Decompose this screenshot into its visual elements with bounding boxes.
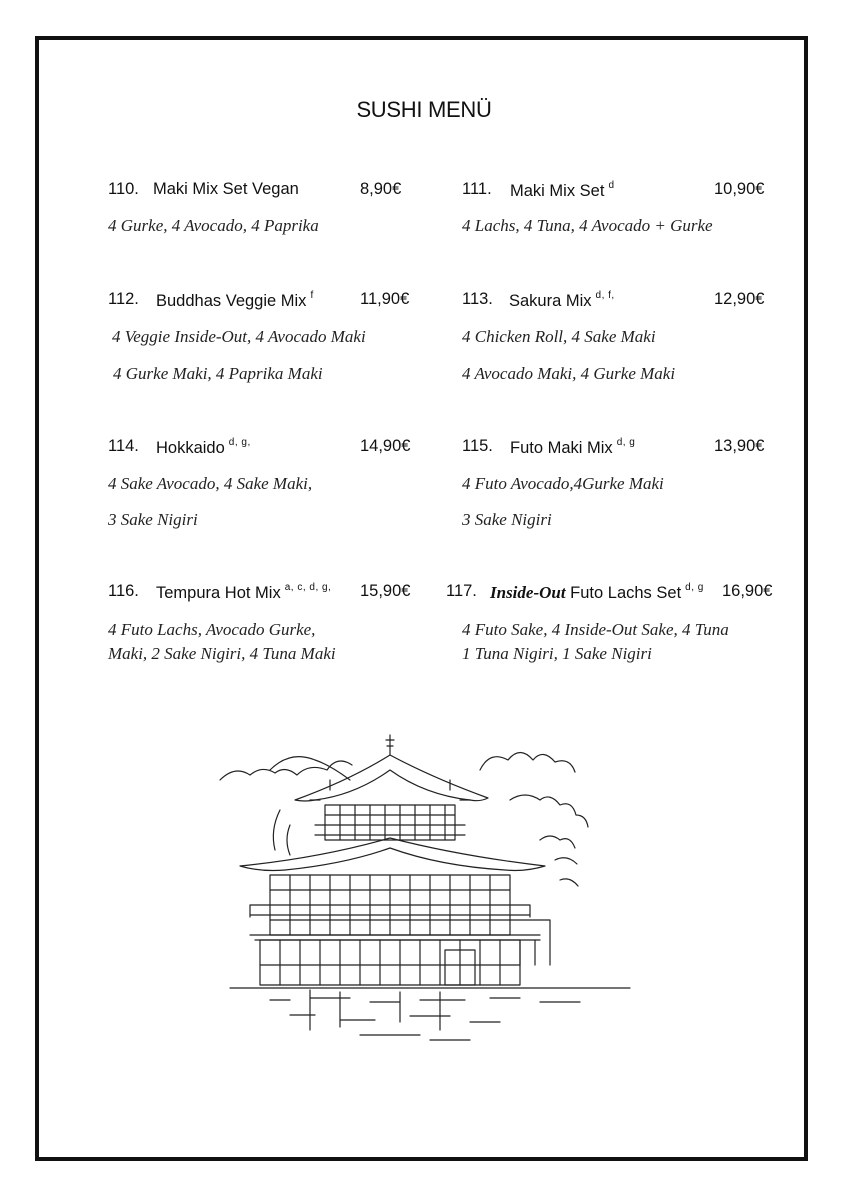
menu-item-111 (462, 180, 792, 235)
menu-item-117 (446, 582, 796, 663)
allergen-codes: d (608, 180, 615, 191)
item-description: 4 Chicken Roll, 4 Sake Maki (462, 327, 656, 346)
item-price: 14,90€ (360, 437, 411, 455)
item-name: Hokkaido $^{d, g,}$ (156, 437, 251, 457)
item-number: 116. (108, 582, 139, 600)
item-description: 3 Sake Nigiri (462, 510, 552, 529)
item-description: Maki, 2 Sake Nigiri, 4 Tuna Maki (108, 644, 336, 663)
item-name: Inside-Out Futo Lachs Set $^{d, g}$ (490, 582, 704, 602)
item-name-emphasis: Inside-Out (490, 583, 566, 602)
item-name: Sakura Mix $^{d, f,}$ (509, 290, 615, 310)
item-description: 4 Veggie Inside-Out, 4 Avocado Maki (112, 327, 366, 346)
item-description: 4 Futo Avocado,4Gurke Maki (462, 474, 664, 493)
allergen-codes: a, c, d, g, (284, 582, 332, 593)
item-description: 4 Avocado Maki, 4 Gurke Maki (462, 364, 676, 383)
item-price: 13,90€ (714, 437, 765, 455)
menu-title: SUSHI MENÜ (356, 97, 492, 122)
item-name: Buddhas Veggie Mix $^f$ (156, 290, 314, 310)
item-number: 111. (462, 180, 492, 198)
allergen-codes: f (310, 290, 314, 301)
item-price: 12,90€ (714, 290, 765, 308)
item-description: 4 Gurke Maki, 4 Paprika Maki (113, 364, 323, 383)
allergen-codes: d, g (616, 437, 636, 448)
menu-item-115 (462, 437, 792, 529)
item-number: 115. (462, 437, 493, 455)
item-description: 4 Lachs, 4 Tuna, 4 Avocado + Gurke (462, 216, 713, 235)
menu-item-114 (108, 437, 438, 529)
item-number: 117. (446, 582, 477, 600)
item-number: 113. (462, 290, 493, 308)
item-price: 10,90€ (714, 180, 765, 198)
item-description: 1 Tuna Nigiri, 1 Sake Nigiri (462, 644, 652, 663)
item-description: 4 Sake Avocado, 4 Sake Maki, (108, 474, 313, 493)
item-price: 16,90€ (722, 582, 773, 600)
item-description: 4 Futo Sake, 4 Inside-Out Sake, 4 Tuna (462, 620, 729, 639)
item-name: Futo Maki Mix $^{d, g}$ (510, 437, 636, 457)
menu-item-113 (462, 290, 792, 383)
allergen-codes: d, g, (228, 437, 251, 448)
menu-item-116 (108, 582, 438, 663)
pagoda-illustration (210, 730, 640, 1050)
item-name: Tempura Hot Mix $^{a, c, d, g,}$ (156, 582, 332, 602)
item-number: 114. (108, 437, 139, 455)
item-number: 110. (108, 180, 139, 198)
item-price: 15,90€ (360, 582, 411, 600)
allergen-codes: d, g (685, 582, 704, 593)
item-name: Maki Mix Set Vegan (153, 180, 299, 198)
allergen-codes: d, f, (595, 290, 615, 301)
item-number: 112. (108, 290, 139, 308)
item-price: 11,90€ (360, 290, 410, 308)
menu-item-110 (108, 180, 428, 235)
item-description: 4 Gurke, 4 Avocado, 4 Paprika (108, 216, 319, 235)
item-name: Maki Mix Set $^d$ (510, 180, 615, 200)
item-price: 8,90€ (360, 180, 402, 198)
item-description: 3 Sake Nigiri (108, 510, 198, 529)
item-description: 4 Futo Lachs, Avocado Gurke, (108, 620, 316, 639)
menu-item-112 (108, 290, 438, 383)
